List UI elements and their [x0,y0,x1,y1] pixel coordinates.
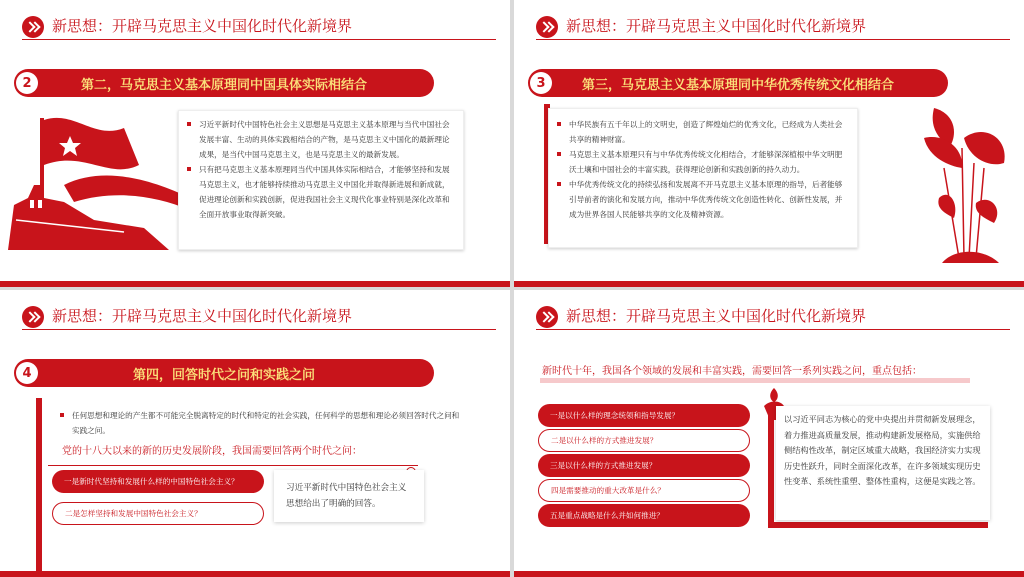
banner-text: 第四，回答时代之问和实践之问 [132,367,315,383]
question-3: 三是以什么样的方式推进发展？ [538,454,750,477]
question-5: 五是重点战略是什么并如何推进？ [538,504,750,527]
double-chevron-icon [536,306,558,328]
list-item: 中华优秀传统文化的持续弘扬和发展离不开马克思主义基本原理的指导，后者能够引导前者的演化和发展方向，推动中华优秀传统文化创造性转化、创新性发展，并成为世界各国人民能够共享的文化及精神资源。 [555,177,847,222]
content-panel [548,108,858,248]
list-item: 马克思主义基本原理只有与中华优秀传统文化相结合，才能够深深植根中华文明肥沃土壤和中国社会的丰富实践，获得理论创新和实践创新的持久动力。 [555,147,847,177]
question-1: 一是新时代坚持和发展什么样的中国特色社会主义？ [52,470,264,493]
double-chevron-icon [536,16,558,38]
slide-header-title: 新思想：开辟马克思主义中国化时代化新境界 [52,17,353,35]
question-1: 一是以什么样的理念统领和指导发展？ [538,404,750,427]
answer-box: 以习近平同志为核心的党中央提出并贯彻新发展理念，着力推进高质量发展，推动构建新发展格局，实施供给侧结构性改革，制定区域重大战略，我国经济实力实现历史性跃升，同时全面深化改革，在许多领域实现历史性变革、系统性重塑、整体性重构，这便是实践之答。 [776,406,990,520]
slide-header-title: 新思想：开辟马克思主义中国化时代化新境界 [52,307,353,325]
accent-bar [768,408,774,528]
bottom-bar [0,281,510,287]
intro-underline [540,378,970,383]
list-item: 习近平新时代中国特色社会主义思想是马克思主义基本原理与当代中国社会发展丰富、生动的具体实践相结合的产物，是马克思主义中国化的最新理论成果，是当代中国马克思主义，也是马克思主义的最新发展。 [185,117,453,162]
subtitle: 党的十八大以来的新的历史发展阶段，我国需要回答两个时代之问： [62,446,362,457]
list-item: 中华民族有五千年以上的文明史，创造了辉煌灿烂的优秀文化，已经成为人类社会共享的精神财富。 [555,117,847,147]
lotus-flower-icon [914,108,1014,273]
slide-2[interactable] [0,0,510,287]
section-number-badge: 2 [16,72,38,94]
content-panel [178,110,464,250]
header-divider [536,329,1010,330]
section-banner [14,69,434,97]
banner-text: 第二，马克思主义基本原理同中国具体实际相结合 [80,77,367,93]
intro-text: 新时代十年，我国各个领域的发展和丰富实践，需要回答一系列实践之问，重点包括： [542,366,922,377]
question-4: 四是需要推动的重大改革是什么？ [538,479,750,502]
slide-header-title: 新思想：开辟马克思主义中国化时代化新境界 [566,307,867,325]
accent-bar-bottom [768,522,988,528]
bottom-bar [0,571,510,577]
question-2: 二是以什么样的方式推进发展？ [538,429,750,452]
double-chevron-icon [22,306,44,328]
double-chevron-icon [22,16,44,38]
flag-and-great-wall-icon [4,110,194,255]
section-number-badge: 3 [530,72,552,94]
bottom-bar [514,281,1024,287]
slide-5[interactable] [514,290,1024,577]
slide-4[interactable] [0,290,510,577]
header-divider [22,329,496,330]
section-number-badge: 4 [16,362,38,384]
banner-text: 第三，马克思主义基本原理同中华优秀传统文化相结合 [581,77,894,93]
section-banner [528,69,948,97]
connector-line [48,465,418,466]
slide-3[interactable] [514,0,1024,287]
header-divider [22,39,496,40]
list-item: 任何思想和理论的产生都不可能完全脱离特定的时代和特定的社会实践，任何科学的思想和理论必须回答时代之问和实践之问。 [58,408,464,438]
section-banner [14,359,434,387]
bottom-bar [514,571,1024,577]
answer-box: 习近平新时代中国特色社会主义思想给出了明确的回答。 [274,470,424,522]
header-divider [536,39,1010,40]
slide-header-title: 新思想：开辟马克思主义中国化时代化新境界 [566,17,867,35]
list-item: 只有把马克思主义基本原理同当代中国具体实际相结合，才能够坚持和发展马克思主义，也才能够持续推动马克思主义中国化并取得新进展和新成就，促进理论创新和实践创新，促进我国社会主义现代化事业特别是深化改革和全面开放事业取得新突破。 [185,162,453,222]
question-2: 二是怎样坚持和发展中国特色社会主义？ [52,502,264,525]
